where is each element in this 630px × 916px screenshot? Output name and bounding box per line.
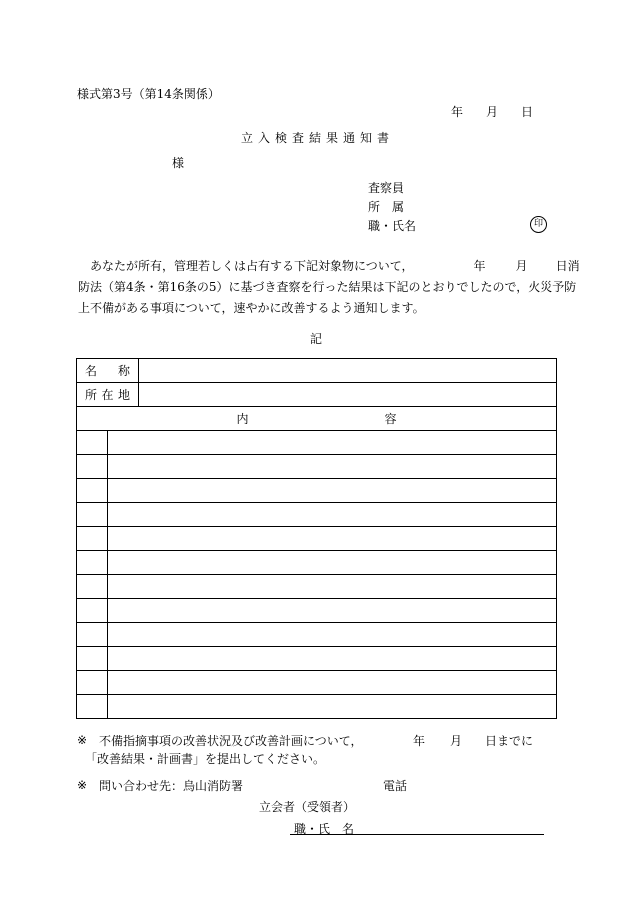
content-row-number-cell[interactable]: [77, 431, 108, 455]
content-header-cell: [77, 407, 557, 431]
content-row-number-cell[interactable]: [77, 575, 108, 599]
content-row-text-cell[interactable]: [108, 623, 557, 647]
address-label-char-1: 所: [85, 388, 98, 402]
name-label-char-2: 称: [117, 364, 130, 378]
note-1-year: 年: [413, 734, 426, 748]
notice-paragraph: [78, 256, 578, 319]
content-row-text-cell[interactable]: [108, 575, 557, 599]
signature-line[interactable]: [290, 834, 544, 835]
contact-text: 問い合わせ先：烏山消防署: [99, 779, 244, 793]
content-header-char-1: 内: [236, 412, 249, 426]
address-label-char-3: 地: [117, 388, 130, 402]
note-1-text: 不備指摘事項の改善状況及び改善計画について，: [99, 734, 363, 748]
content-row-number-cell[interactable]: [77, 455, 108, 479]
content-row-text-cell[interactable]: [108, 671, 557, 695]
content-row: [77, 479, 557, 503]
content-row-text-cell[interactable]: [108, 455, 557, 479]
content-row-text-cell[interactable]: [108, 431, 557, 455]
paragraph-year: 年: [473, 259, 486, 273]
content-header-row: [77, 407, 557, 431]
content-row: [77, 599, 557, 623]
content-header-char-2: 容: [384, 412, 397, 426]
note-2-mark: ※: [77, 778, 88, 792]
content-row-text-cell[interactable]: [108, 695, 557, 719]
name-label-cell: [77, 359, 139, 383]
name-label-char-1: 名: [85, 364, 98, 378]
paragraph-line-1-text: あなたが所有，管理若しくは占有する下記対象物について，: [90, 259, 414, 273]
content-row: [77, 623, 557, 647]
form-number: 様式第3号（第14条関係）: [77, 87, 220, 101]
name-row: [77, 359, 557, 383]
ki-heading: 記: [310, 332, 323, 346]
date-month: 月: [486, 105, 499, 119]
content-row: [77, 575, 557, 599]
content-row-number-cell[interactable]: [77, 479, 108, 503]
content-row-text-cell[interactable]: [108, 527, 557, 551]
content-row-text-cell[interactable]: [108, 599, 557, 623]
content-row: [77, 695, 557, 719]
content-row-number-cell[interactable]: [77, 599, 108, 623]
date-year: 年: [451, 105, 464, 119]
content-row: [77, 551, 557, 575]
paragraph-line-3: 上不備がある事項について，速やかに改善するよう通知します。: [78, 301, 425, 315]
note-1-day: 日までに: [485, 734, 534, 748]
content-row-text-cell[interactable]: [108, 551, 557, 575]
paragraph-line-1: [78, 256, 578, 277]
paragraph-month: 月: [515, 259, 528, 273]
address-label-cell: [77, 383, 139, 407]
content-row-number-cell[interactable]: [77, 647, 108, 671]
content-rows: [77, 431, 557, 719]
affiliation-label: 所 属: [368, 200, 405, 214]
document-title: 立入検査結果通知書: [241, 131, 395, 145]
address-row: [77, 383, 557, 407]
address-label-char-2: 在: [101, 388, 114, 402]
addressee-suffix: 様: [172, 156, 185, 170]
content-row-number-cell[interactable]: [77, 503, 108, 527]
seal-mark: 印: [530, 216, 547, 233]
note-1-continuation: 「改善結果・計画書」を提出してください。: [85, 752, 326, 766]
content-row-number-cell[interactable]: [77, 671, 108, 695]
content-row-text-cell[interactable]: [108, 503, 557, 527]
witness-name-label: 職・氏 名: [294, 822, 355, 836]
date-day: 日: [521, 105, 534, 119]
address-value-cell[interactable]: [139, 383, 557, 407]
inspector-name-label: 職・氏名: [368, 219, 417, 233]
content-row: [77, 647, 557, 671]
content-row: [77, 503, 557, 527]
name-value-cell[interactable]: [139, 359, 557, 383]
content-row-text-cell[interactable]: [108, 647, 557, 671]
phone-label: 電話: [383, 779, 408, 793]
content-row-number-cell[interactable]: [77, 527, 108, 551]
note-1-month: 月: [450, 734, 463, 748]
content-row: [77, 527, 557, 551]
content-row: [77, 455, 557, 479]
content-row: [77, 671, 557, 695]
inspection-table: [76, 358, 557, 719]
paragraph-line-2: 防法（第4条・第16条の5）に基づき査察を行った結果は下記のとおりでしたので，火災予防: [78, 280, 577, 294]
paragraph-day: 日消: [555, 259, 580, 273]
content-row-number-cell[interactable]: [77, 551, 108, 575]
content-row-number-cell[interactable]: [77, 695, 108, 719]
content-row-number-cell[interactable]: [77, 623, 108, 647]
content-row: [77, 431, 557, 455]
content-row-text-cell[interactable]: [108, 479, 557, 503]
inspector-label: 査察員: [368, 181, 405, 195]
note-1-mark: ※: [77, 733, 88, 747]
witness-label: 立会者（受領者）: [259, 800, 356, 814]
